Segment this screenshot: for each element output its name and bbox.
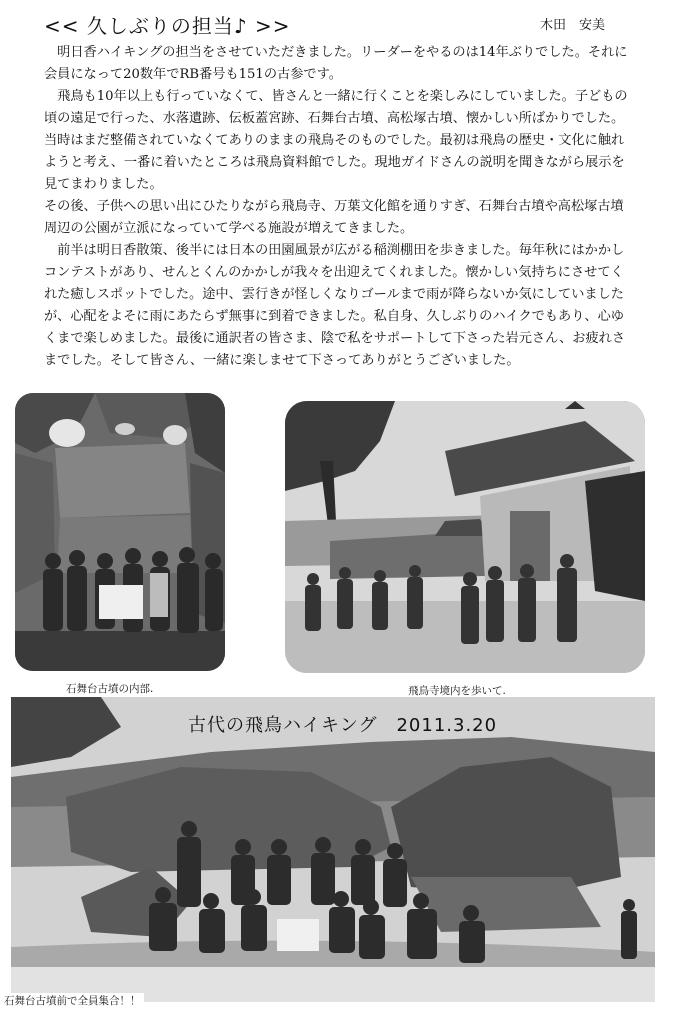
tomb-interior-photo [15, 393, 225, 671]
article-title: << 久しぶりの担当♪ >> [44, 14, 291, 38]
article-header [0, 0, 678, 40]
group-photo [11, 697, 655, 1002]
group-photo-caption: 石舞台古墳前で全員集合！！ [2, 993, 144, 1009]
article-body [44, 42, 656, 372]
tomb-interior-caption: 石舞台古墳の内部. [66, 683, 154, 695]
temple-caption: 飛鳥寺境内を歩いて. [408, 685, 506, 697]
paragraph: 前半は明日香散策、後半には日本の田園風景が広がる稲渕棚田を歩きました。毎年秋にはかかし コンテストがあり、せんとくんのかかしが我々を出迎えてくれました。懐かしい気持ちにさせてく れた癒しスポットでした。途中、雲行きが怪しくなりゴールまで雨が降らないか気にしていました が、心配をよそに雨にあたらず無事に到着できました。私自身、久しぶりのハイクでもあり、心ゆ くまで楽しめました。最後に通訳者の皆さま、陰で私をサポートして下さった岩元さん、お疲れさ までした。そして皆さん、一緒に楽しませて下さってありがとうございました。 [44, 243, 626, 368]
paragraph: 明日香ハイキングの担当をさせていただきました。リーダーをやるのは14年ぶりでした。それに 会員になって20数年でRB番号も151の古参です。 [44, 45, 628, 82]
paragraph: その後、子供への思い出にひたりながら飛鳥寺、万葉文化館を通りすぎ、石舞台古墳や高松塚古墳 周辺の公園が立派になっていて学べる施設が増えてきました。 [44, 199, 624, 236]
author-name: 木田 安美 [540, 18, 606, 33]
temple-grounds-photo [285, 401, 645, 673]
paragraph: 飛鳥も10年以上も行っていなくて、皆さんと一緒に行くことを楽しみにしていました。子どもの 頃の遠足で行った、水落遺跡、伝板蓋宮跡、石舞台古墳、高松塚古墳、懐かしい所ばかりでした。 当時はまだ整備されていなくてありのままの飛鳥そのものでした。最初は飛鳥の歴史・文化に触れ ようと考え、一番に着いたところは飛鳥資料館でした。現地ガイドさんの説明を聞きながら展示を 見てまわりました。 [44, 89, 628, 192]
group-photo-title: 古代の飛鳥ハイキング 2011.3.20 [188, 715, 498, 736]
